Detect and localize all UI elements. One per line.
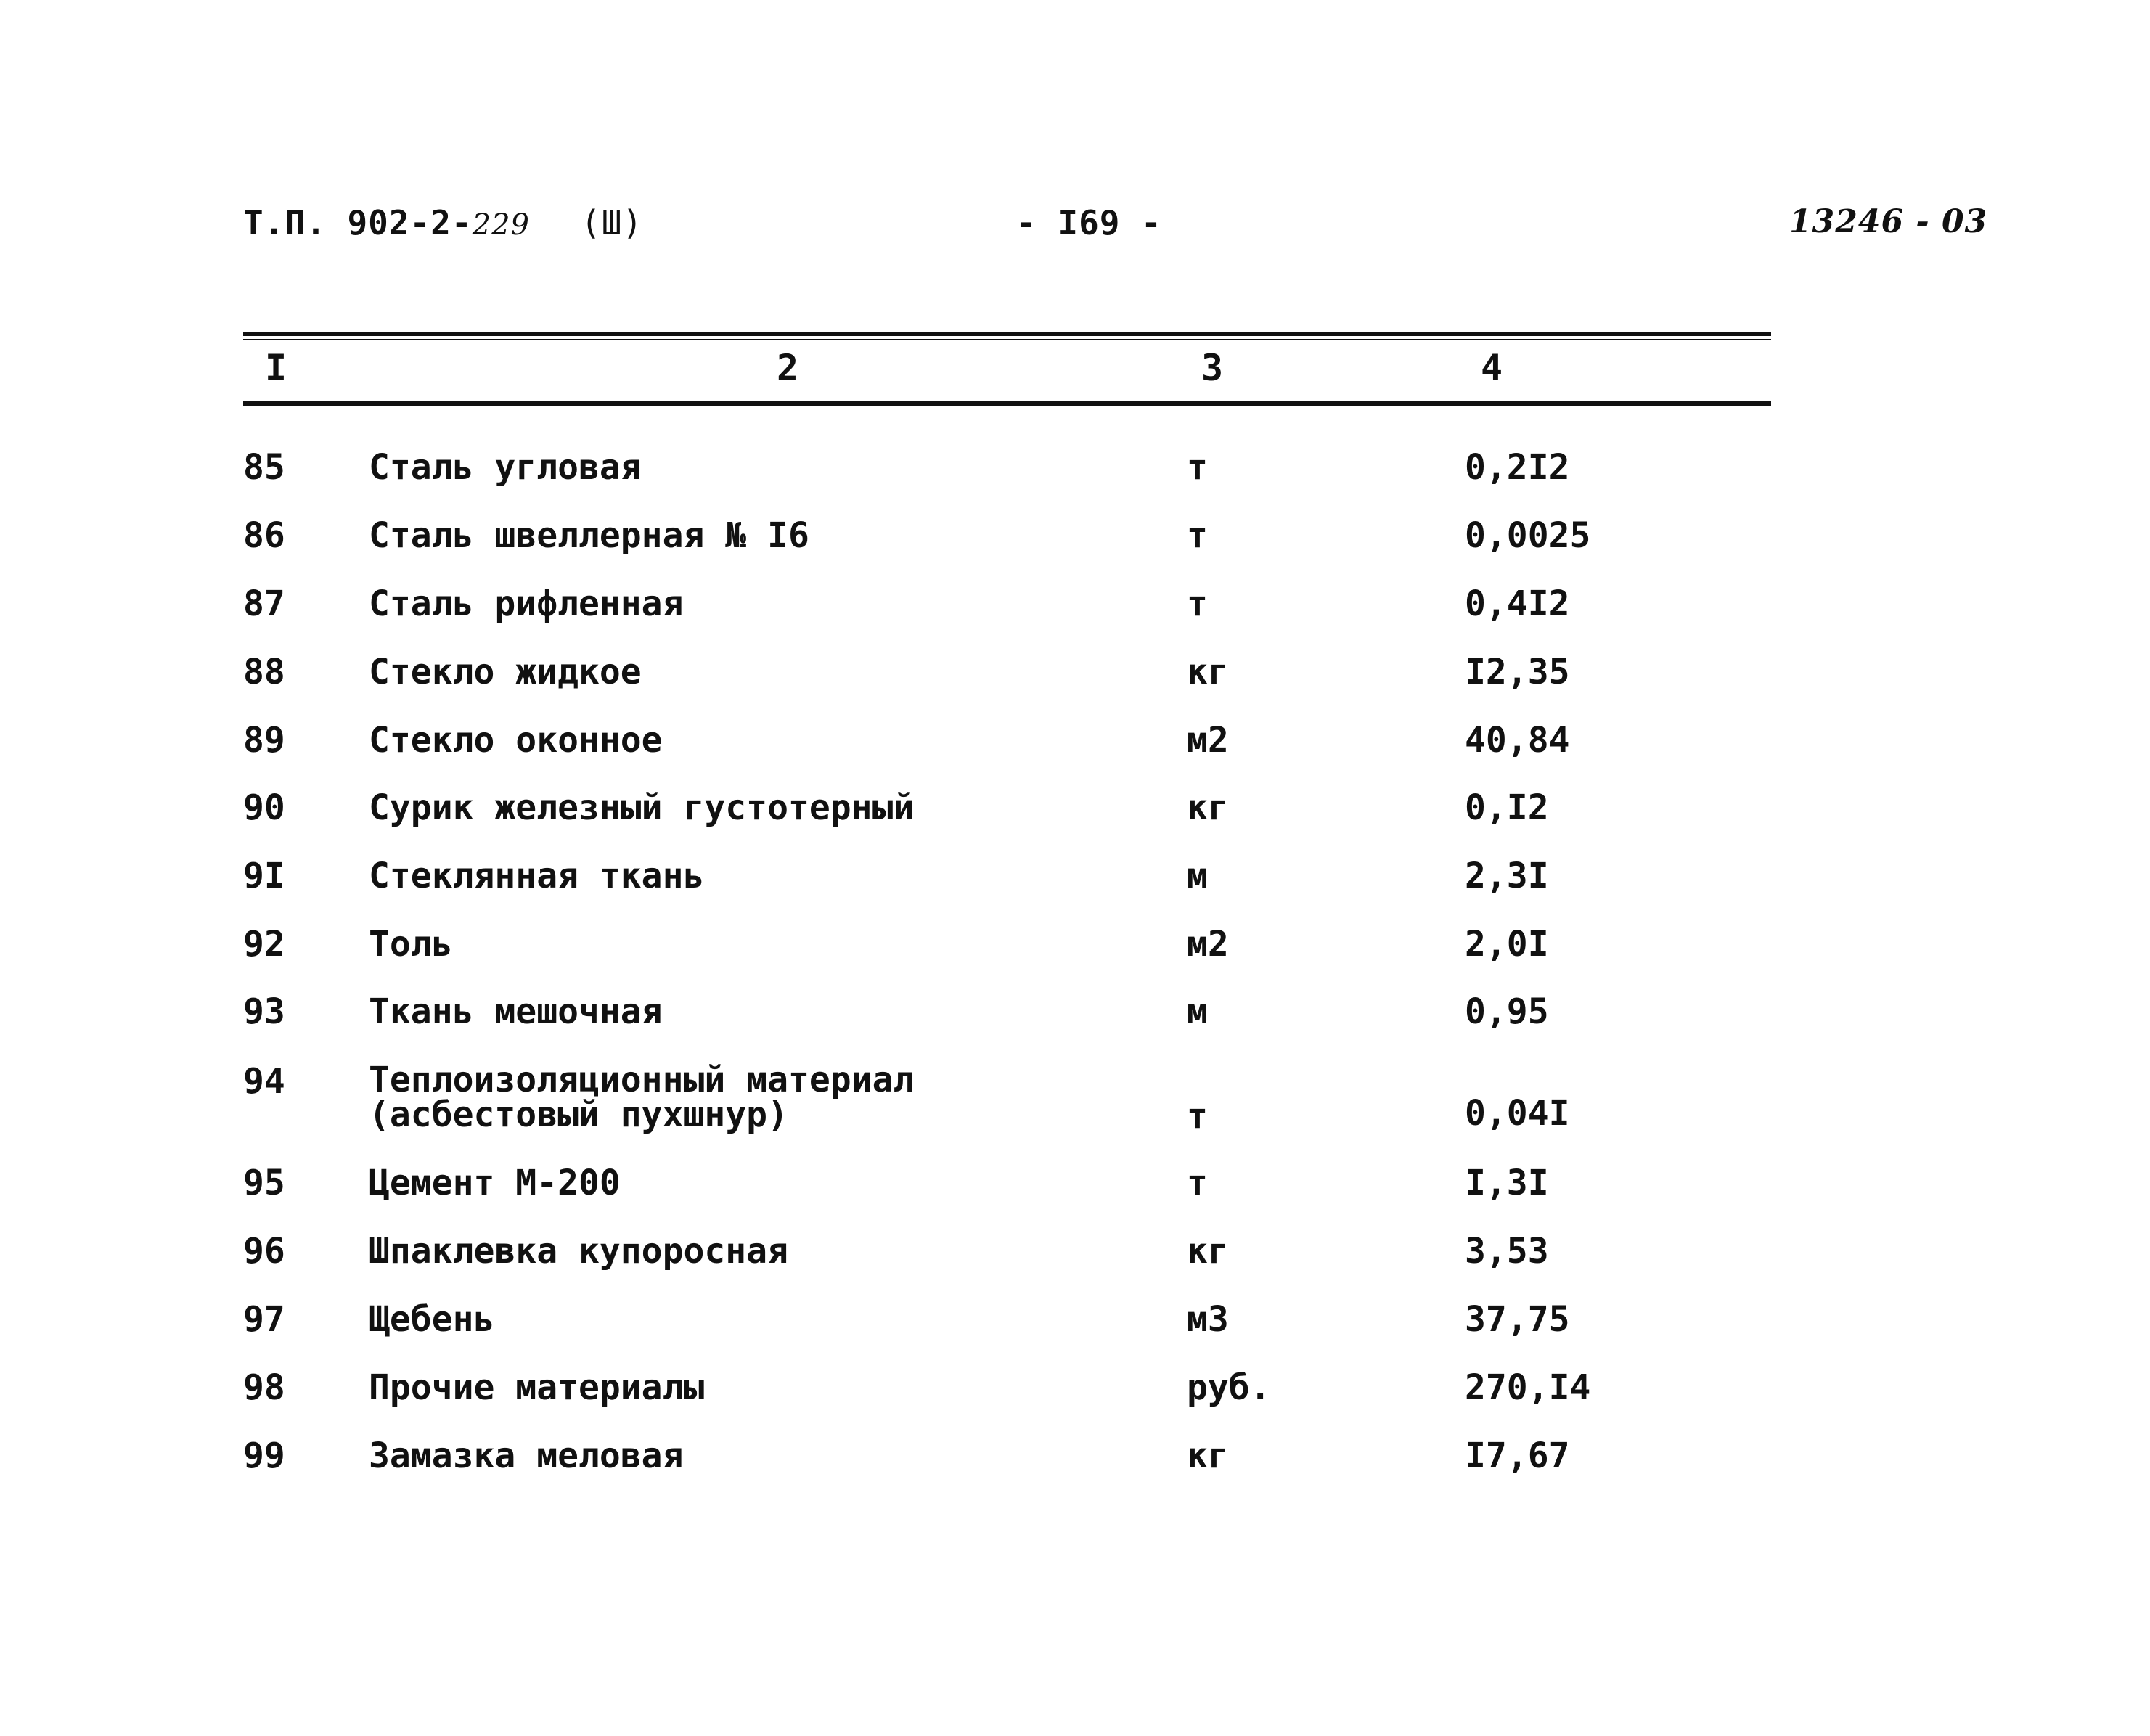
- material-name: Сталь швеллерная № I6: [369, 515, 809, 556]
- unit: т: [1187, 447, 1208, 488]
- row-number: 99: [243, 1436, 285, 1476]
- inventory-number: 13246 - 03: [1789, 203, 1988, 240]
- material-name: Толь: [369, 924, 453, 965]
- unit: т: [1187, 584, 1208, 624]
- row-number: 97: [243, 1299, 285, 1340]
- quantity: 2,0I: [1465, 924, 1549, 965]
- document-code-printed: Т.П. 902-2-: [243, 203, 473, 242]
- unit: м: [1187, 856, 1208, 896]
- material-name: Замазка меловая: [369, 1436, 684, 1476]
- document-code-handwritten: 229: [472, 208, 530, 242]
- row-number: 96: [243, 1231, 285, 1272]
- quantity: 2,3I: [1465, 856, 1549, 896]
- quantity: 0,04I: [1465, 1093, 1570, 1134]
- material-name: Цемент М-200: [369, 1163, 621, 1203]
- unit: м2: [1187, 924, 1229, 965]
- quantity: 0,I2: [1465, 787, 1549, 828]
- quantity: 37,75: [1465, 1299, 1570, 1340]
- unit: т: [1187, 515, 1208, 556]
- material-name: Стекло жидкое: [369, 652, 642, 692]
- table-top-rule: [243, 332, 1771, 336]
- row-number: 93: [243, 991, 285, 1032]
- material-name: Шпаклевка купоросная: [369, 1231, 788, 1272]
- quantity: 0,0025: [1465, 515, 1591, 556]
- material-name-line-2: (асбестовый пухшнур): [369, 1094, 788, 1135]
- table-top-rule-thin: [243, 339, 1771, 340]
- quantity: 0,95: [1465, 991, 1549, 1032]
- unit: кг: [1187, 787, 1229, 828]
- column-header-3: 3: [1201, 347, 1224, 389]
- material-name: Сталь рифленная: [369, 584, 684, 624]
- document-code: [243, 203, 643, 242]
- row-number: 88: [243, 652, 285, 692]
- quantity: I2,35: [1465, 652, 1570, 692]
- quantity: 3,53: [1465, 1231, 1549, 1272]
- quantity: 270,I4: [1465, 1367, 1591, 1408]
- column-header-4: 4: [1481, 347, 1503, 389]
- quantity: 0,2I2: [1465, 447, 1570, 488]
- quantity: 40,84: [1465, 720, 1570, 761]
- unit: м2: [1187, 720, 1229, 761]
- quantity: 0,4I2: [1465, 584, 1570, 624]
- material-name: Ткань мешочная: [369, 991, 663, 1032]
- row-number: 86: [243, 515, 285, 556]
- material-name: Стеклянная ткань: [369, 856, 705, 896]
- row-number: 87: [243, 584, 285, 624]
- material-name: [369, 1060, 915, 1135]
- material-name: Прочие материалы: [369, 1367, 705, 1408]
- row-number: 95: [243, 1163, 285, 1203]
- row-number: 94: [243, 1061, 285, 1102]
- unit: кг: [1187, 1436, 1229, 1476]
- material-name: Стекло оконное: [369, 720, 663, 761]
- row-number: 89: [243, 720, 285, 761]
- volume-number: (Ш): [581, 203, 644, 242]
- unit: кг: [1187, 1231, 1229, 1272]
- row-number: 85: [243, 447, 285, 488]
- quantity: I,3I: [1465, 1163, 1549, 1203]
- material-name: Щебень: [369, 1299, 495, 1340]
- row-number: 90: [243, 787, 285, 828]
- unit: м: [1187, 991, 1208, 1032]
- table-header-rule: [243, 401, 1771, 406]
- quantity: I7,67: [1465, 1436, 1570, 1476]
- unit: т: [1187, 1163, 1208, 1203]
- unit: руб.: [1187, 1367, 1271, 1408]
- material-name: Сталь угловая: [369, 447, 642, 488]
- material-name-line-1: Теплоизоляционный материал: [369, 1060, 915, 1100]
- unit: м3: [1187, 1299, 1229, 1340]
- material-name: Сурик железный густотерный: [369, 787, 915, 828]
- unit: т: [1187, 1096, 1208, 1137]
- row-number: 92: [243, 924, 285, 965]
- column-header-2: 2: [777, 347, 799, 389]
- row-number: 9I: [243, 856, 285, 896]
- unit: кг: [1187, 652, 1229, 692]
- page-number: - I69 -: [1016, 203, 1162, 242]
- column-header-1: I: [265, 347, 287, 389]
- row-number: 98: [243, 1367, 285, 1408]
